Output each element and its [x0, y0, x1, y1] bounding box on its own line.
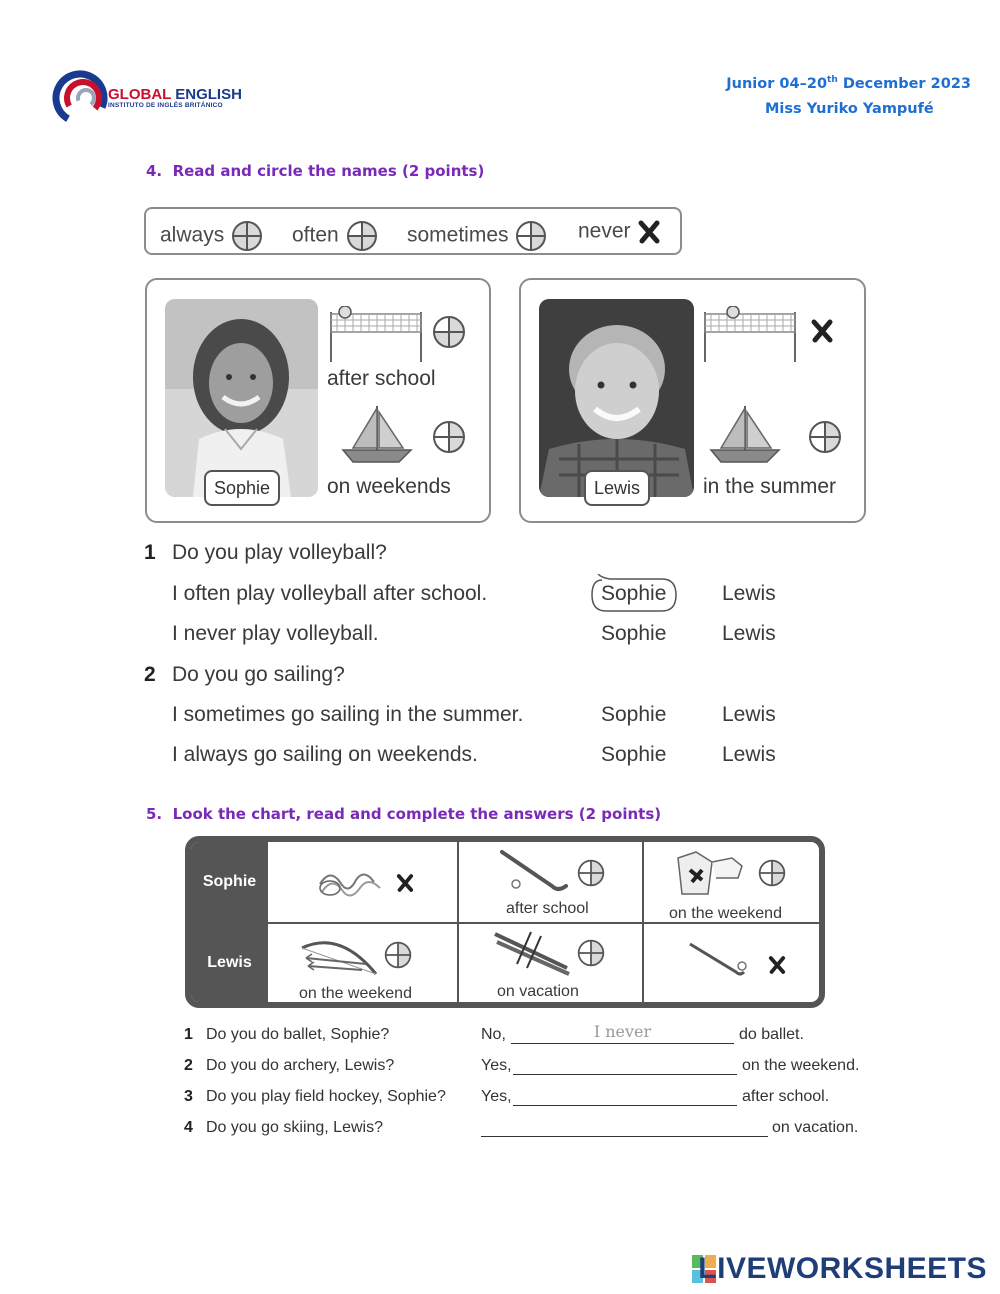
ex5-q1-question: Do you do ballet, Sophie?	[206, 1026, 390, 1043]
col-separator-2	[642, 842, 644, 1008]
sailboat-icon	[707, 402, 783, 466]
q2-answer2-opt1[interactable]: Sophie	[601, 743, 667, 766]
brand-name-part1: GLOBAL	[108, 86, 172, 103]
sailboat-icon	[339, 402, 415, 466]
ex5-q1-answer-input[interactable]	[511, 1022, 734, 1044]
cross-icon	[767, 955, 787, 975]
ex5-q2-prefix: Yes,	[481, 1057, 512, 1074]
volleyball-net-icon	[327, 306, 427, 366]
bow-and-arrows-icon	[296, 934, 378, 978]
r1c3-caption: on the weekend	[669, 905, 782, 922]
legend-always-label: always	[160, 223, 225, 247]
sophie-activity2-caption: on weekends	[327, 475, 451, 498]
q1-answer2-opt2[interactable]: Lewis	[722, 622, 776, 645]
q1-answer1-opt1[interactable]: Sophie	[601, 582, 667, 605]
q2-answer2-text: I always go sailing on weekends.	[172, 743, 478, 766]
q1-answer2-opt1[interactable]: Sophie	[601, 622, 667, 645]
lewis-activity2-caption: in the summer	[703, 475, 837, 498]
lewis-name-tag: Lewis	[584, 470, 650, 506]
q1-number: 1	[144, 541, 156, 564]
ex5-q4-question: Do you go skiing, Lewis?	[206, 1119, 383, 1136]
ex5-q4-suffix: on vacation.	[772, 1119, 859, 1136]
half-circle-icon	[576, 938, 606, 968]
brand-subtitle: INSTITUTO DE INGLÉS BRITÁNICO	[108, 102, 223, 109]
girl-portrait-icon	[165, 299, 318, 497]
golf-club-icon	[686, 940, 756, 982]
three-quarter-circle-icon	[431, 314, 467, 350]
boy-portrait-icon	[539, 299, 694, 497]
ex5-q1-prefix: No,	[481, 1026, 506, 1043]
half-circle-icon	[807, 419, 843, 455]
legend-never-label: never	[578, 219, 631, 243]
half-circle-icon	[757, 858, 787, 888]
r2c1-caption: on the weekend	[299, 985, 412, 1002]
half-circle-icon	[431, 419, 467, 455]
logo-swoosh-icon	[52, 68, 110, 126]
brand-name-part2: ENGLISH	[175, 86, 242, 103]
volleyball-net-icon	[701, 306, 801, 366]
lewis-photo	[539, 299, 694, 497]
karate-uniform-icon	[672, 848, 746, 898]
cross-icon	[395, 873, 415, 893]
half-circle-icon	[576, 858, 606, 888]
q2-answer1-text: I sometimes go sailing in the summer.	[172, 703, 524, 726]
logo	[52, 68, 110, 126]
ex5-q3-answer-input[interactable]	[513, 1088, 737, 1106]
q2-number: 2	[144, 663, 156, 686]
row-label-sophie: Sophie	[202, 873, 257, 890]
legend-sometimes-label: sometimes	[407, 223, 509, 247]
ballet-shoes-icon	[316, 864, 386, 904]
ex5-q4-number: 4	[184, 1119, 193, 1136]
ex5-q3-question: Do you play field hockey, Sophie?	[206, 1088, 446, 1105]
half-circle-icon	[514, 219, 548, 253]
ex5-q1-suffix: do ballet.	[739, 1026, 804, 1043]
field-hockey-stick-icon	[496, 848, 576, 896]
ex5-q3-prefix: Yes,	[481, 1088, 512, 1105]
date-suffix: December 2023	[837, 75, 971, 92]
q2-question: Do you go sailing?	[172, 663, 345, 686]
legend-often	[292, 219, 379, 253]
legend-never	[578, 219, 662, 245]
q2-answer1-opt2[interactable]: Lewis	[722, 703, 776, 726]
ex5-q2-number: 2	[184, 1057, 193, 1074]
q1-answer1-opt2[interactable]: Lewis	[722, 582, 776, 605]
cross-icon	[809, 318, 835, 344]
legend-often-label: often	[292, 223, 339, 247]
ex5-q4-answer-input[interactable]	[481, 1119, 768, 1137]
teacher-name: Miss Yuriko Yampufé	[765, 101, 934, 117]
exercise5-title: 5. Look the chart, read and complete the answers (2 points)	[146, 805, 662, 823]
exercise4-title: 4. Read and circle the names (2 points)	[146, 162, 485, 180]
frequency-legend	[144, 207, 682, 255]
ex5-q1-number: 1	[184, 1026, 193, 1043]
row-label-sophie-cell	[191, 842, 268, 922]
lewis-card	[519, 278, 866, 523]
activity-chart	[185, 836, 825, 1008]
legend-sometimes	[407, 219, 548, 253]
ex5-q1-answer-text: I never	[593, 1022, 652, 1041]
q1-answer1-text: I often play volleyball after school.	[172, 582, 488, 605]
row-label-lewis-cell	[191, 924, 268, 1002]
skis-icon	[491, 928, 573, 978]
date-sup: th	[827, 75, 838, 85]
three-quarter-circle-icon	[345, 219, 379, 253]
r1c2-caption: after school	[506, 900, 589, 917]
q2-answer2-opt2[interactable]: Lewis	[722, 743, 776, 766]
ex5-q2-suffix: on the weekend.	[742, 1057, 860, 1074]
ex5-q3-number: 3	[184, 1088, 193, 1105]
ex5-q2-question: Do you do archery, Lewis?	[206, 1057, 395, 1074]
date-line	[726, 75, 971, 92]
ex5-q2-answer-input[interactable]	[513, 1057, 737, 1075]
col-separator-1	[457, 842, 459, 1008]
r2c2-caption: on vacation	[497, 983, 579, 1000]
cross-icon	[636, 219, 662, 245]
circled-answer-mark	[588, 574, 680, 616]
sophie-name-tag: Sophie	[204, 470, 280, 506]
legend-always	[160, 219, 264, 253]
ex5-q3-suffix: after school.	[742, 1088, 830, 1105]
q1-answer2-text: I never play volleyball.	[172, 622, 379, 645]
liveworksheets-brand: LIVEWORKSHEETS	[698, 1252, 987, 1285]
q2-answer1-opt1[interactable]: Sophie	[601, 703, 667, 726]
brand-name	[108, 86, 242, 103]
sophie-card	[145, 278, 491, 523]
date-prefix: Junior 04–20	[726, 75, 828, 92]
sophie-photo	[165, 299, 318, 497]
row-label-lewis: Lewis	[207, 954, 252, 971]
full-circle-icon	[230, 219, 264, 253]
q1-question: Do you play volleyball?	[172, 541, 387, 564]
sophie-activity1-caption: after school	[327, 367, 436, 390]
half-circle-icon	[383, 940, 413, 970]
